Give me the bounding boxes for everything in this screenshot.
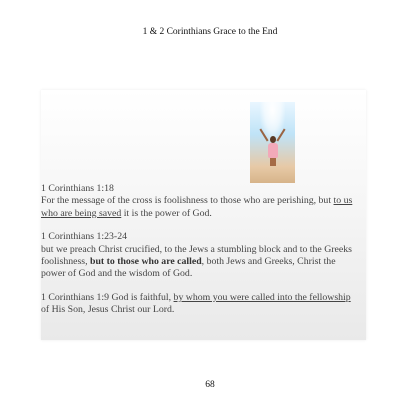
passage-2-text-end: , both Jews and Greeks, Christ the power of God and the wisdom of God. (41, 256, 336, 280)
passage-1-underlined: to us who are being saved (41, 195, 353, 219)
running-header: 1 & 2 Corinthians Grace to the End (142, 27, 278, 37)
child-legs (270, 158, 276, 166)
passage-2 (41, 231, 361, 281)
passage-3-text-start: God is faithful, (109, 291, 174, 303)
passage-1 (41, 183, 361, 220)
child-head (270, 136, 276, 143)
passage-2-text-start: but we preach Christ crucified, to the Jews a stumbling block and to the Greeks foolishness, (41, 243, 352, 268)
passage-1-text-start: For the message of the cross is foolishness to those who are perishing, but (41, 195, 334, 207)
slide-text (41, 183, 361, 328)
passage-3-underlined: by whom you were called into the fellowship (173, 291, 351, 303)
passage-3-reference: 1 Corinthians 1:9 (41, 291, 110, 303)
passage-2-bold: but to those who are called (90, 256, 202, 268)
slide-image (41, 90, 366, 340)
child-dress (268, 143, 278, 158)
passage-1-text-end: it is the power of God. (121, 207, 212, 219)
passage-1-reference: 1 Corinthians 1:18 (41, 183, 114, 194)
child-raising-arms-photo (250, 102, 295, 183)
passage-3 (41, 292, 361, 317)
passage-2-reference: 1 Corinthians 1:23-24 (41, 231, 127, 243)
page-number: 68 (205, 380, 215, 390)
child-figure (267, 136, 278, 166)
passage-3-text-end: of His Son, Jesus Christ our Lord. (41, 304, 175, 316)
